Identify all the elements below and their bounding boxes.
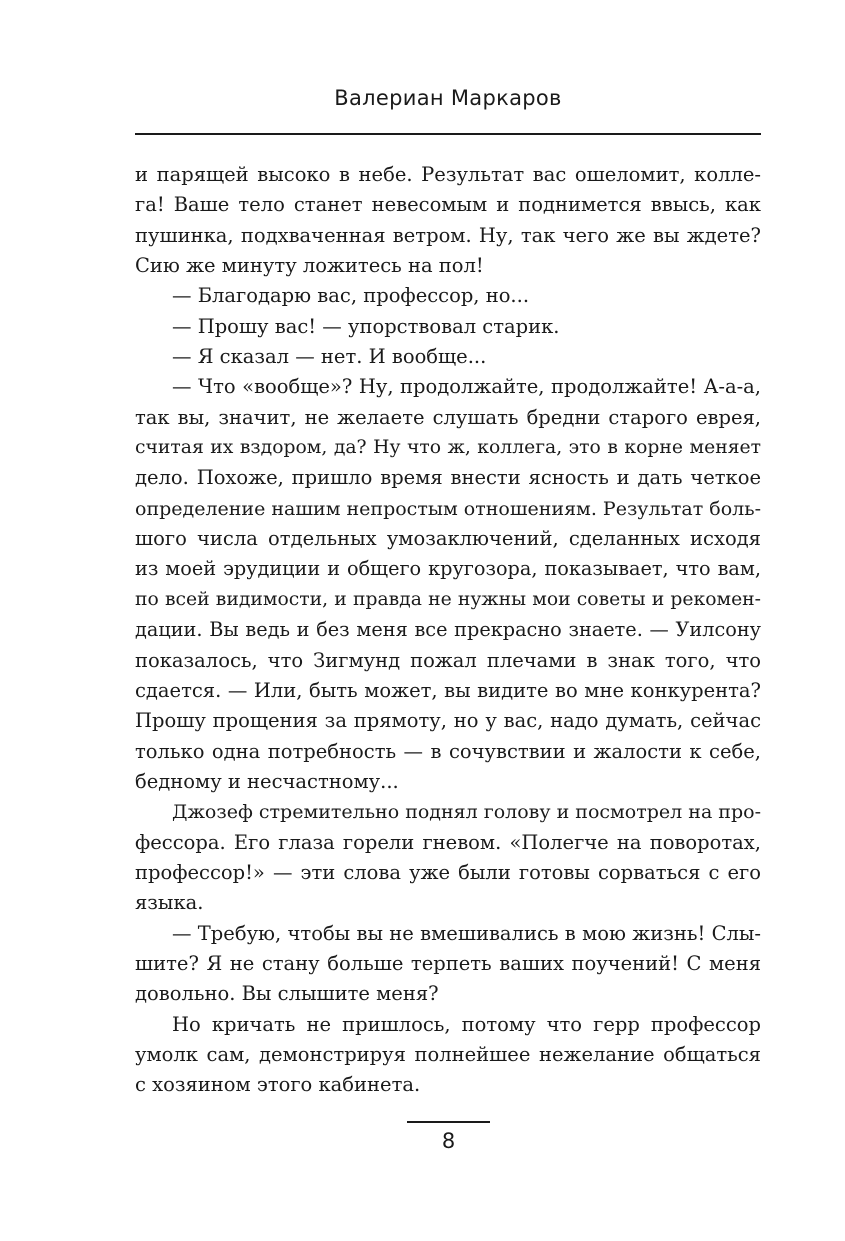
text-line: профессор!» — эти слова уже были готовы сорваться с его (135, 860, 761, 884)
text-line: считая их вздором, да? Ну что ж, коллега, это в корне меняет (135, 437, 761, 459)
text-line: бедному и несчастному... (135, 769, 399, 793)
text-line: шите? Я не стану больше терпеть ваших поучений! С меня (135, 951, 761, 975)
text-line: языка. (135, 891, 204, 915)
body-text (135, 160, 761, 1101)
text-line: шого числа отдельных умозаключений, сделанных исходя (135, 527, 761, 551)
text-line: дело. Похоже, пришло время внести ясность и дать четкое (135, 466, 761, 490)
text-line: так вы, значит, не желаете слушать бредни старого еврея, (135, 405, 761, 429)
text-line: пушинка, подхваченная ветром. Ну, так чего же вы ждете? (135, 223, 761, 247)
text-line: га! Ваше тело станет невесомым и поднимется ввысь, как (135, 193, 761, 217)
text-line: и парящей высоко в небе. Результат вас ошеломит, колле- (135, 163, 761, 186)
text-line: дации. Вы ведь и без меня все прекрасно знаете. — Уилсону (135, 618, 761, 642)
page-number: 8 (441, 1129, 456, 1153)
text-line: — Я сказал — нет. И вообще... (172, 345, 487, 369)
text-line: с хозяином этого кабинета. (135, 1073, 421, 1097)
text-line: — Благодарю вас, профессор, но... (172, 284, 530, 308)
running-head: Валериан Маркаров (334, 86, 562, 110)
text-line: — Что «вообще»? Ну, продолжайте, продолжайте! А-а-а, (172, 375, 761, 399)
header-rule (135, 133, 761, 135)
text-line: Но кричать не пришлось, потому что герр профессор (172, 1012, 761, 1036)
text-line: умолк сам, демонстрируя полнейшее нежелание общаться (135, 1042, 761, 1066)
text-line: Прошу прощения за прямоту, но у вас, надо думать, сейчас (135, 709, 761, 733)
text-line: показалось, что Зигмунд пожал плечами в знак того, что (135, 648, 761, 672)
text-line: Джозеф стремительно поднял голову и посмотрел на про- (172, 801, 761, 824)
text-line: Сию же минуту ложитесь на пол! (135, 254, 484, 278)
text-line: — Требую, чтобы вы не вмешивались в мою жизнь! Слы- (172, 921, 761, 945)
text-line: из моей эрудиции и общего кругозора, показывает, что вам, (135, 557, 761, 581)
footer-rule (407, 1121, 490, 1123)
text-line: — Прошу вас! — упорствовал старик. (172, 314, 560, 338)
text-line: фессора. Его глаза горели гневом. «Полегче на поворотах, (135, 830, 761, 854)
text-line: только одна потребность — в сочувствии и жалости к себе, (135, 739, 761, 763)
text-line: по всей видимости, и правда не нужны мои советы и рекомен- (135, 588, 761, 610)
text-line: сдается. — Или, быть может, вы видите во мне конкурента? (135, 678, 761, 702)
text-line: довольно. Вы слышите меня? (135, 982, 439, 1006)
text-line: определение нашим непростым отношениям. Результат боль- (135, 497, 761, 520)
